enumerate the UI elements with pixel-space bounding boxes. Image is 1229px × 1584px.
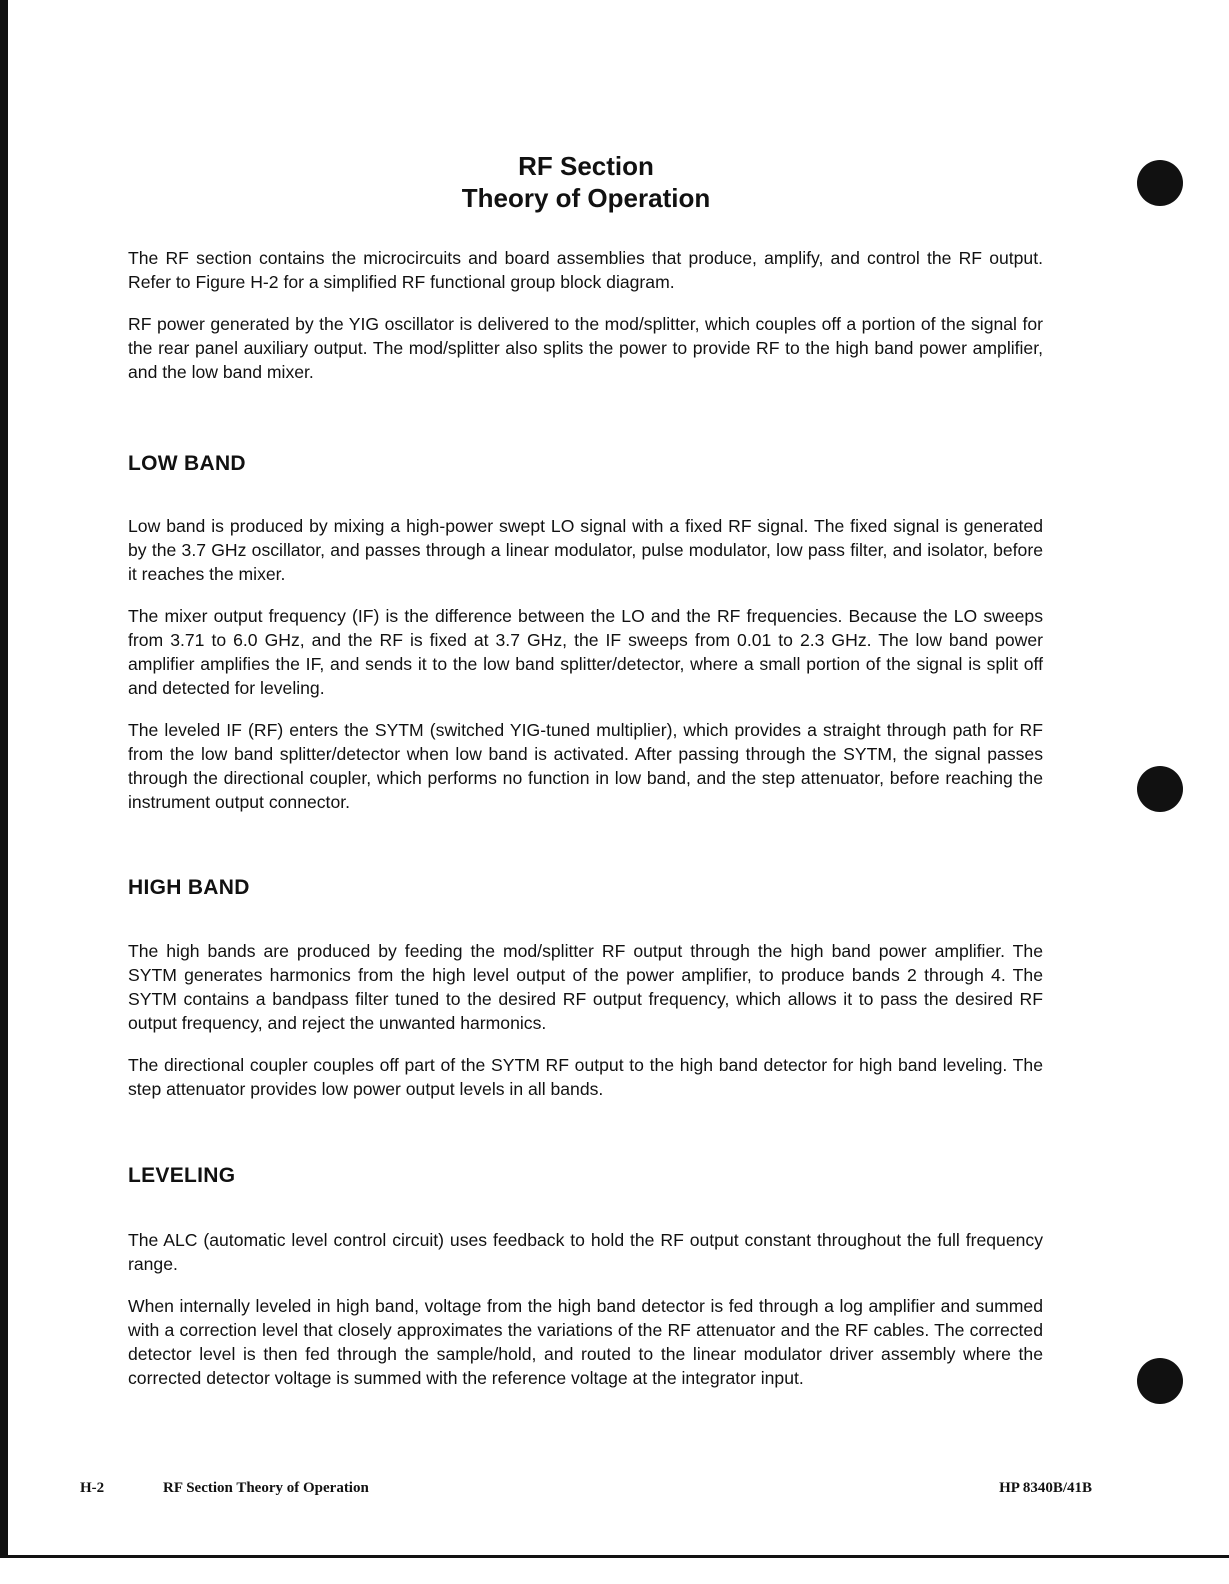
intro-section (128, 246, 1043, 384)
leveling-section (128, 1228, 1043, 1390)
intro-paragraph-2: RF power generated by the YIG oscillator is delivered to the mod/splitter, which couples off a portion of the signal for the rear panel auxiliary output. The mod/splitter also splits the power to provide RF to the high band power amplifier, and the low band mixer. (128, 314, 1043, 382)
intro-paragraph-1: The RF section contains the microcircuits and board assemblies that produce, amplify, and control the RF output. Refer to Figure H-2 for a simplified RF functional group block diagram. (128, 248, 1043, 292)
footer-page-number: H-2 (80, 1480, 105, 1496)
leveling-heading: LEVELING (128, 1164, 236, 1187)
high-band-paragraph-2: The directional coupler couples off part of the SYTM RF output to the high band detector for high band leveling. The step attenuator provides low power output levels in all bands. (128, 1055, 1043, 1099)
footer-section-title: RF Section Theory of Operation (163, 1480, 369, 1496)
low-band-paragraph-2: The mixer output frequency (IF) is the difference between the LO and the RF frequencies. Because the LO sweeps from 3.71 to 6.0 GHz, and the RF is fixed at 3.7 GHz, the IF sweeps from 0.01 to 2.3 GHz. The low band power amplifier amplifies the IF, and sends it to the low band splitter/detector, where a small portion of the signal is split off and detected for leveling. (128, 606, 1043, 698)
high-band-section (128, 939, 1043, 1101)
binder-hole-middle (1137, 766, 1183, 812)
bottom-margin-rule (0, 1555, 1229, 1558)
low-band-section (128, 514, 1043, 814)
high-band-paragraph-1: The high bands are produced by feeding the mod/splitter RF output through the high band power amplifier. The SYTM generates harmonics from the high level output of the power amplifier, to produce bands 2 through 4. The SYTM contains a bandpass filter tuned to the desired RF output frequency, which allows it to pass the desired RF output frequency, and reject the unwanted harmonics. (128, 941, 1043, 1033)
low-band-paragraph-1: Low band is produced by mixing a high-power swept LO signal with a fixed RF signal. The fixed signal is generated by the 3.7 GHz oscillator, and passes through a linear modulator, pulse modulator, low pass filter, and isolator, before it reaches the mixer. (128, 516, 1043, 584)
binder-hole-bottom (1137, 1358, 1183, 1404)
title-line-2: Theory of Operation (461, 183, 711, 213)
low-band-heading: LOW BAND (128, 452, 246, 475)
footer-model: HP 8340B/41B (999, 1480, 1092, 1496)
high-band-heading: HIGH BAND (128, 876, 250, 899)
title-line-1: RF Section (518, 151, 654, 181)
page-title (0, 150, 1172, 214)
left-margin-rule (0, 0, 8, 1556)
leveling-paragraph-2: When internally leveled in high band, voltage from the high band detector is fed through a log amplifier and summed with a correction level that closely approximates the variations of the RF attenuator and the RF cables. The corrected detector level is then fed through the sample/hold, and routed to the linear modulator driver assembly where the corrected detector voltage is summed with the reference voltage at the integrator input. (128, 1296, 1043, 1388)
leveling-paragraph-1: The ALC (automatic level control circuit) uses feedback to hold the RF output constant throughout the full frequency range. (128, 1230, 1043, 1274)
low-band-paragraph-3: The leveled IF (RF) enters the SYTM (switched YIG-tuned multiplier), which provides a straight through path for RF from the low band splitter/detector when low band is activated. After passing through the SYTM, the signal passes through the directional coupler, which performs no function in low band, and the step attenuator, before reaching the instrument output connector. (128, 720, 1043, 812)
